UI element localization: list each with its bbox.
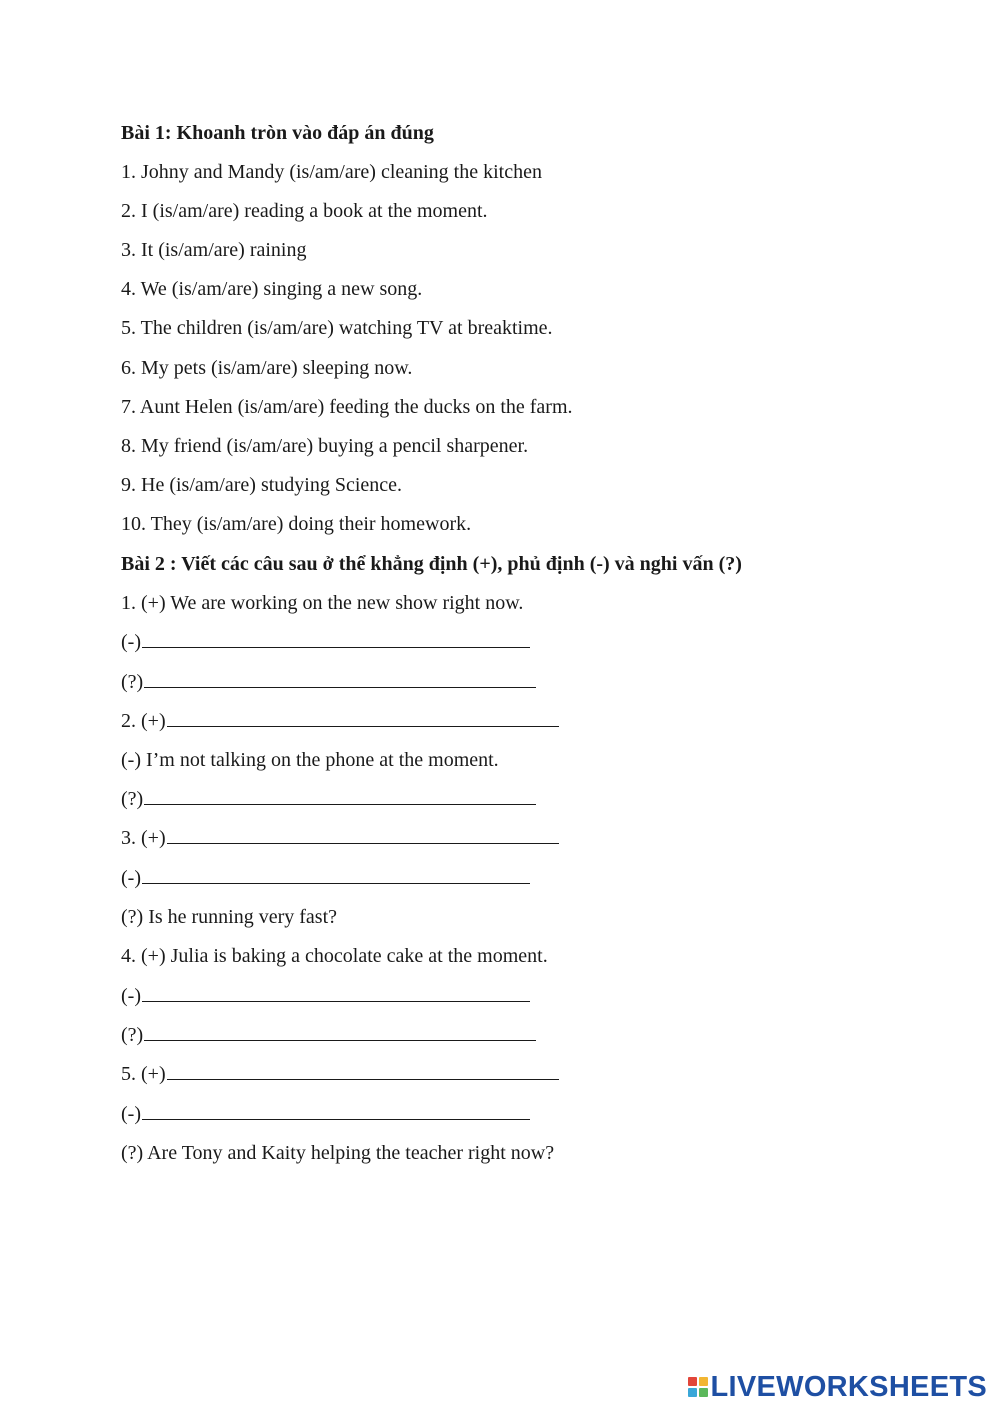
answer-blank[interactable] [144, 787, 536, 805]
exercise-1-item: 1. Johny and Mandy (is/am/are) cleaning the kitchen [121, 161, 542, 183]
exercise-1-item: 8. My friend (is/am/are) buying a pencil sharpener. [121, 435, 529, 457]
exercise-2-line [121, 826, 559, 850]
liveworksheets-logo[interactable] [688, 1373, 988, 1401]
exercise-2-line [121, 630, 530, 654]
sentence-text: 4. (+) Julia is baking a chocolate cake at the moment. [121, 945, 548, 967]
exercise-2-line [121, 709, 559, 733]
exercise-1-item: 3. It (is/am/are) raining [121, 239, 307, 261]
exercise-1-item: 5. The children (is/am/are) watching TV at breaktime. [121, 317, 553, 339]
exercise-2-line [121, 670, 536, 694]
exercise-1-item: 7. Aunt Helen (is/am/are) feeding the ducks on the farm. [121, 396, 573, 418]
answer-blank[interactable] [142, 984, 530, 1002]
logo-square-blue [688, 1388, 697, 1397]
sentence-prefix: (?) [121, 1024, 144, 1046]
sentence-prefix: (?) [121, 788, 144, 810]
exercise-2-line [121, 905, 337, 929]
exercise-1-item: 9. He (is/am/are) studying Science. [121, 474, 403, 496]
sentence-text: 1. (+) We are working on the new show right now. [121, 592, 524, 614]
answer-blank[interactable] [144, 670, 536, 688]
sentence-prefix: (-) [121, 1103, 141, 1125]
exercise-2-line [121, 1102, 530, 1126]
answer-blank[interactable] [167, 826, 559, 844]
brand-name: LIVEWORKSHEETS [710, 1371, 987, 1403]
exercise-1-item: 2. I (is/am/are) reading a book at the moment. [121, 200, 488, 222]
logo-square-green [699, 1388, 708, 1397]
sentence-prefix: 2. (+) [121, 710, 166, 732]
exercise-2-line [121, 984, 530, 1008]
exercise-1-item: 4. We (is/am/are) singing a new song. [121, 278, 423, 300]
exercise-2-line [121, 1141, 554, 1165]
sentence-text: (-) I’m not talking on the phone at the moment. [121, 749, 499, 771]
logo-square-red [688, 1377, 697, 1386]
exercise-2-line [121, 866, 530, 890]
answer-blank[interactable] [142, 630, 530, 648]
answer-blank[interactable] [142, 866, 530, 884]
logo-square-yellow [699, 1377, 708, 1386]
exercise-2-line [121, 787, 536, 811]
exercise-1-item: 6. My pets (is/am/are) sleeping now. [121, 357, 413, 379]
sentence-text: (?) Are Tony and Kaity helping the teacher right now? [121, 1142, 555, 1164]
exercise-2-line [121, 944, 548, 968]
sentence-prefix: 5. (+) [121, 1063, 166, 1085]
answer-blank[interactable] [167, 1062, 559, 1080]
exercise-2-title: Bài 2 : Viết các câu sau ở thể khẳng định (+), phủ định (-) và nghi vấn (?) [121, 553, 742, 575]
exercise-2-line [121, 1062, 559, 1086]
exercise-1-item: 10. They (is/am/are) doing their homework. [121, 513, 472, 535]
sentence-prefix: (?) [121, 671, 144, 693]
sentence-prefix: (-) [121, 985, 141, 1007]
exercise-2-line [121, 1023, 536, 1047]
sentence-text: (?) Is he running very fast? [121, 906, 338, 928]
liveworksheets-logo-icon [688, 1377, 708, 1397]
sentence-prefix: 3. (+) [121, 827, 166, 849]
sentence-prefix: (-) [121, 631, 141, 653]
exercise-1-title: Bài 1: Khoanh tròn vào đáp án đúng [121, 122, 434, 144]
exercise-2-line [121, 591, 523, 615]
sentence-prefix: (-) [121, 867, 141, 889]
answer-blank[interactable] [144, 1023, 536, 1041]
exercise-2-line [121, 748, 499, 772]
answer-blank[interactable] [167, 709, 559, 727]
answer-blank[interactable] [142, 1102, 530, 1120]
